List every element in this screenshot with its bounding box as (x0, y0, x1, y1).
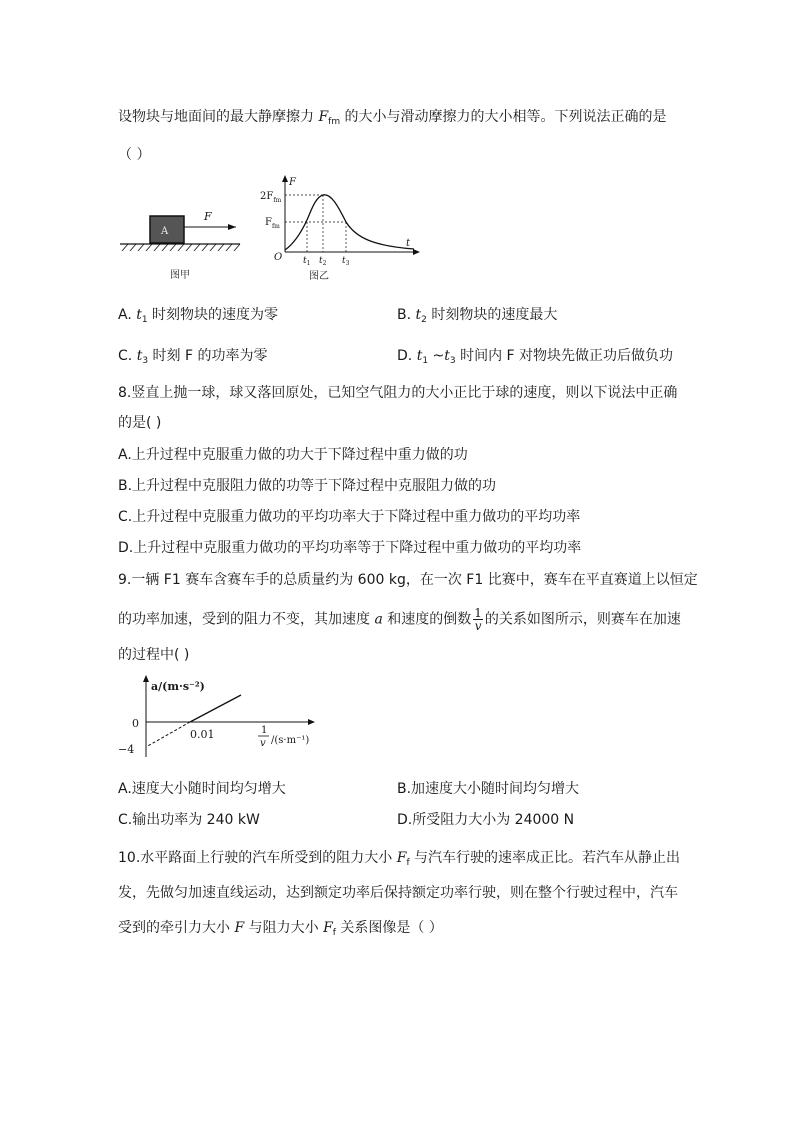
neg-four-label: −4 (118, 743, 135, 756)
q8-option-b: B.上升过程中克服阻力做的功等于下降过程中克服阻力做的功 (118, 478, 497, 494)
block-label: A (161, 226, 169, 237)
q7-stem-subscript: fm (328, 117, 341, 127)
q7-figure-b (252, 170, 427, 285)
dashed-extension (146, 722, 190, 747)
x-tick-label: 0.01 (190, 728, 215, 741)
force-curve (285, 195, 414, 250)
q10-stem-line-3: 受到的牵引力大小 F 与阻力大小 $F_f$ 关系图像是（ ） (118, 920, 443, 938)
figure-a-caption: 图甲 (170, 270, 190, 281)
q7-stem-text-2: 的大小与滑动摩擦力的大小相等。下列说法正确的是 (340, 109, 667, 125)
q9-stem-line-1: 9.一辆 F1 赛车含赛车手的总质量约为 600 kg，在一次 F1 比赛中，赛车在平直赛道上以恒定 (118, 572, 698, 588)
q9-stem-line-3: 的过程中( ) (118, 647, 190, 663)
q7-option-b: B. $t_2$ 时刻物块的速度最大 (397, 307, 558, 325)
origin-label: O (274, 252, 283, 263)
force-arrowhead (228, 224, 236, 230)
q7-option-d: D. $t_1$ $\sim t_3$ 时间内 F 对物块先做正功后做负功 (397, 348, 674, 366)
q9-option-d: D.所受阻力大小为 24000 N (397, 812, 575, 828)
q9-option-b: B.加速度大小随时间均匀增大 (397, 781, 580, 797)
t-axis-label: t (406, 238, 411, 249)
q7-stem-symbol: F (318, 109, 329, 125)
q8-option-a: A.上升过程中克服重力做的功大于下降过程中重力做的功 (118, 447, 468, 463)
x-axis-label-unit: /(s·m⁻¹) (271, 735, 310, 746)
force-label: F (204, 210, 212, 223)
f-axis-label: F (289, 177, 296, 188)
y-axis-label: a/(m·s⁻²) (151, 680, 205, 693)
q9-option-a: A.速度大小随时间均匀增大 (118, 781, 286, 797)
q7-option-a: A. $t_1$ 时刻物块的速度为零 (118, 307, 279, 325)
x-axis-label-den: v (260, 738, 266, 749)
q7-answer-paren: （ ） (118, 147, 151, 163)
q8-stem-line-1: 8.竖直上抛一球，球又落回原处，已知空气阻力的大小正比于球的速度，则以下说法中正确 (118, 385, 678, 401)
q7-option-c: C. $t_3$ 时刻 F 的功率为零 (118, 348, 268, 366)
q8-stem-line-2: 的是( ) (118, 415, 162, 431)
y-axis-arrow (143, 675, 149, 682)
t-axis-arrow (413, 249, 420, 255)
zero-label: 0 (132, 717, 139, 730)
q10-stem-line-1: 10.水平路面上行驶的汽车所受到的阻力大小 $F_f$ 与汽车行驶的速率成正比。若汽车从静止出 (118, 850, 681, 868)
q10-stem-line-2: 发，先做匀加速直线运动，达到额定功率后保持额定功率行驶，则在整个行驶过程中，汽车 (118, 885, 678, 901)
q9-graph (118, 672, 323, 760)
ground-hatching (122, 244, 240, 251)
figure-b-caption: 图乙 (309, 271, 329, 282)
f-axis-arrow (282, 175, 288, 182)
tick-t1: $t_1$ (303, 256, 311, 267)
q7-stem-text: 设物块与地面间的最大静摩擦力 (118, 109, 319, 125)
q9-option-c: C.输出功率为 240 kW (118, 812, 260, 828)
q8-option-d: D.上升过程中克服重力做功的平均功率等于下降过程中重力做功的平均功率 (118, 540, 582, 556)
q8-option-c: C.上升过程中克服重力做功的平均功率大于下降过程中重力做功的平均功率 (118, 509, 581, 525)
x-axis-label-num: 1 (261, 725, 268, 736)
q7-stem (118, 107, 667, 132)
tick-t2: $t_2$ (319, 256, 327, 267)
guide-lines (285, 195, 346, 252)
q9-inverse-velocity-fraction: $\frac{1}{v}$ (474, 606, 482, 633)
solid-line (190, 695, 241, 722)
tick-2ffm: $2F_{fm}$ (260, 191, 282, 204)
x-axis-arrow (308, 719, 315, 725)
tick-t3: $t_3$ (342, 256, 350, 267)
tick-ffm: $F_{fm}$ (265, 217, 280, 230)
q7-figure-a (118, 200, 248, 285)
q9-stem-line-2: 的功率加速，受到的阻力不变，其加速度 a 和速度的倒数 $\frac{1}{v}$ 的关系如图所示，则赛车在加速 (118, 606, 681, 633)
